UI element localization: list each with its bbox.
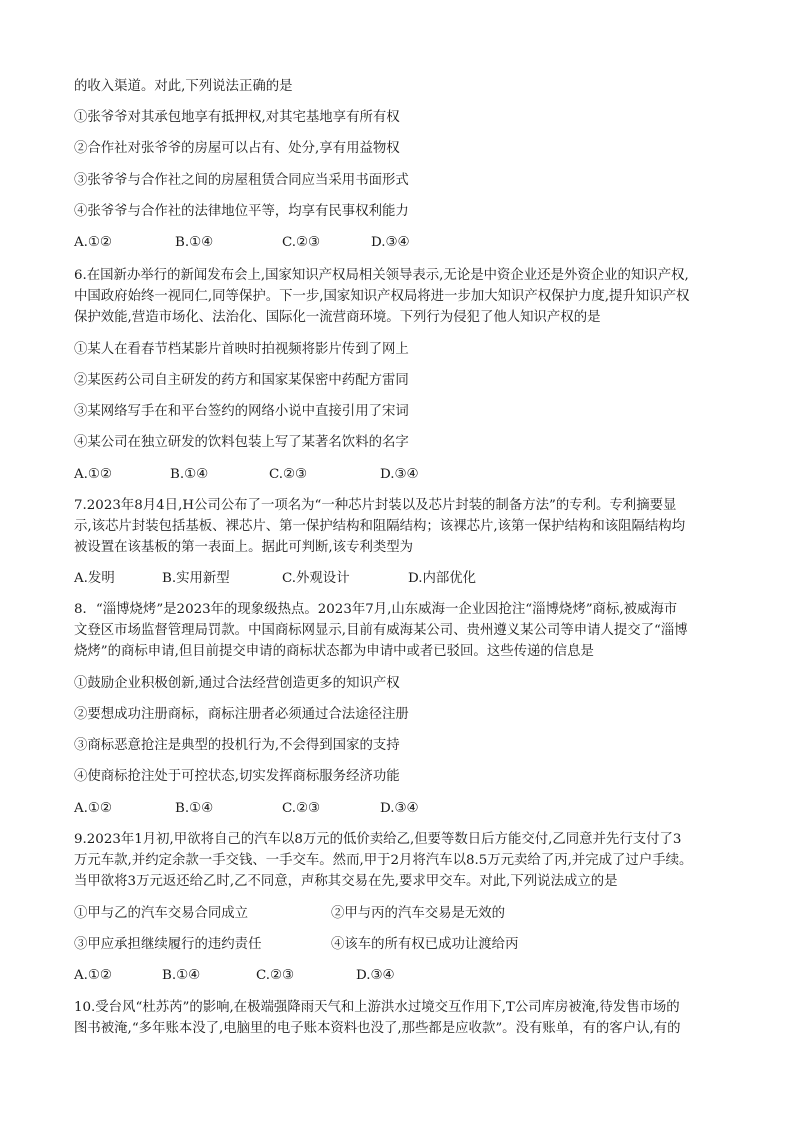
q8-stem-line-2: 文登区市场监督管理局罚款。中国商标网显示,目前有威海某公司、贵州遵义某公司等申请人提交了“淄博 [74, 623, 688, 638]
q9-statement-4: ④该车的所有权已成功让渡给丙 [331, 937, 519, 952]
q7-option-c: C.外观设计 [282, 571, 350, 586]
q7-stem-line-2: 示,该芯片封装包括基板、裸芯片、第一保护结构和阻隔结构；该裸芯片,该第一保护结构和该阻隔结构均 [74, 519, 686, 534]
q5-option-d: D.③④ [371, 235, 410, 250]
q9-statement-2: ②甲与丙的汽车交易是无效的 [331, 906, 506, 921]
q5-option-a: A.①② [74, 235, 112, 250]
q9-statement-3: ③甲应承担继续履行的违约责任 [74, 937, 262, 952]
q8-stem-line-1: 8．“淄博烧烤”是2023年的现象级热点。2023年7月,山东威海一企业因抢注“淄博烧烤”商标,被威海市 [74, 602, 678, 617]
q10-stem-line-2: 图书被淹,“多年账本没了,电脑里的电子账本资料也没了,那些都是应收款”。没有账单，有的客户认,有的 [74, 1021, 681, 1036]
q6-statement-3: ③某网络写手在和平台签约的网络小说中直接引用了宋词 [74, 404, 409, 419]
q5-stem-tail: 的收入渠道。对此,下列说法正确的是 [74, 79, 293, 94]
q10-stem-line-1: 10.受台风“杜苏芮”的影响,在极端强降雨天气和上游洪水过境交互作用下,T公司库房被淹,待发售市场的 [74, 1000, 680, 1015]
q9-option-a: A.①② [74, 968, 112, 983]
q8-option-b: B.①④ [175, 801, 214, 816]
q7-option-a: A.发明 [74, 571, 115, 586]
q6-stem-line-2: 中国政府始终一视同仁,同等保护。下一步,国家知识产权局将进一步加大知识产权保护力度,提升知识产权 [74, 289, 690, 304]
q8-stem-line-3: 烧烤”的商标申请,但目前提交申请的商标状态都为申请中或者已驳回。这些传递的信息是 [74, 644, 594, 659]
q5-statement-2: ②合作社对张爷爷的房屋可以占有、处分,享有用益物权 [74, 141, 400, 156]
q8-statement-4: ④使商标抢注处于可控状态,切实发挥商标服务经济功能 [74, 769, 400, 784]
q9-option-c: C.②③ [256, 968, 295, 983]
q8-statement-3: ③商标恶意抢注是典型的投机行为,不会得到国家的支持 [74, 738, 400, 753]
q6-stem-line-1: 6.在国新办举行的新闻发布会上,国家知识产权局相关领导表示,无论是中资企业还是外资企业的知识产权, [74, 268, 689, 283]
q6-option-d: D.③④ [380, 467, 419, 482]
q7-option-d: D.内部优化 [408, 571, 477, 586]
q9-stem-line-2: 万元车款,并约定余款一手交钱、一手交车。然而,甲于2月将汽车以8.5万元卖给了丙,并完成了过户手续。 [74, 853, 693, 868]
q6-statement-4: ④某公司在独立研发的饮料包装上写了某著名饮料的名字 [74, 435, 409, 450]
q8-option-d: D.③④ [380, 801, 419, 816]
q5-statement-4: ④张爷爷与合作社的法律地位平等，均享有民事权利能力 [74, 204, 409, 219]
q6-option-b: B.①④ [170, 467, 209, 482]
q9-option-b: B.①④ [162, 968, 201, 983]
q8-statement-1: ①鼓励企业积极创新,通过合法经营创造更多的知识产权 [74, 676, 400, 691]
q6-statement-2: ②某医药公司自主研发的药方和国家某保密中药配方雷同 [74, 373, 409, 388]
q7-option-b: B.实用新型 [162, 571, 230, 586]
q9-option-d: D.③④ [356, 968, 395, 983]
q5-statement-1: ①张爷爷对其承包地享有抵押权,对其宅基地享有所有权 [74, 110, 400, 125]
q5-statement-3: ③张爷爷与合作社之间的房屋租赁合同应当采用书面形式 [74, 173, 409, 188]
q9-statement-1: ①甲与乙的汽车交易合同成立 [74, 906, 249, 921]
q9-stem-line-1: 9.2023年1月初,甲欲将自己的汽车以8万元的低价卖给乙,但要等数日后方能交付,乙同意并先行支付了3 [74, 832, 682, 847]
q7-stem-line-1: 7.2023年8月4日,H公司公布了一项名为“一种芯片封装以及芯片封装的制备方法”的专利。专利摘要显 [74, 498, 677, 513]
q6-option-c: C.②③ [269, 467, 308, 482]
q9-stem-line-3: 当甲欲将3万元返还给乙时,乙不同意，声称其交易在先,要求甲交车。对此,下列说法成立的是 [74, 874, 618, 889]
q6-stem-line-3: 保护效能,营造市场化、法治化、国际化一流营商环境。下列行为侵犯了他人知识产权的是 [74, 310, 601, 325]
q8-option-c: C.②③ [282, 801, 321, 816]
q5-option-c: C.②③ [282, 235, 321, 250]
q7-stem-line-3: 被设置在该基板的第一表面上。据此可判断,该专利类型为 [74, 540, 414, 555]
q8-statement-2: ②要想成功注册商标，商标注册者必须通过合法途径注册 [74, 707, 409, 722]
q6-option-a: A.①② [74, 467, 112, 482]
q6-statement-1: ①某人在看春节档某影片首映时拍视频将影片传到了网上 [74, 342, 409, 357]
q8-option-a: A.①② [74, 801, 112, 816]
q5-option-b: B.①④ [175, 235, 214, 250]
